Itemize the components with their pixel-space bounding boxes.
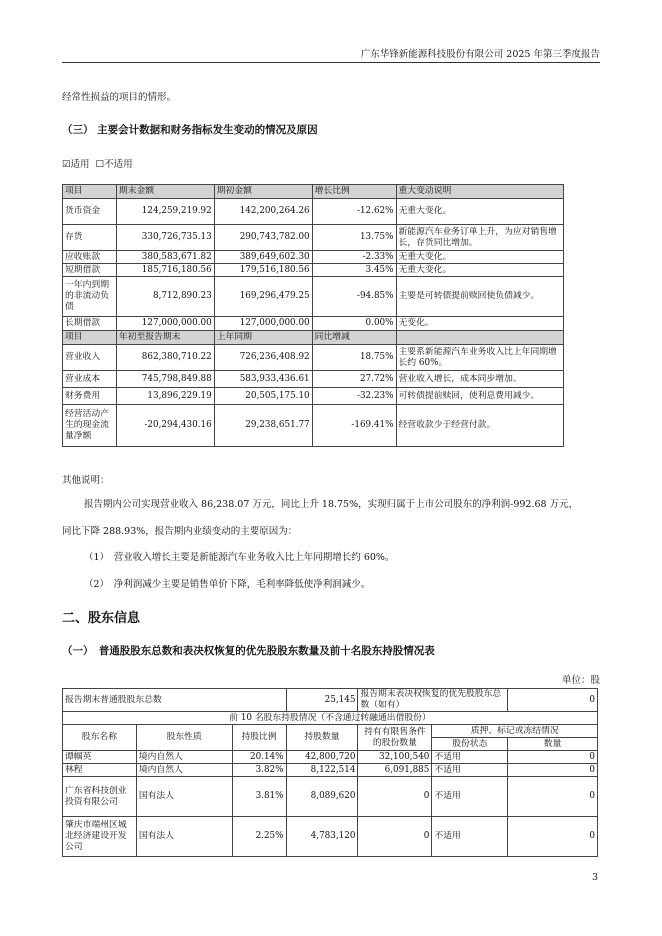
page-number: 3 [591,872,598,883]
table-subheader-row [63,331,564,345]
header-divider [62,62,600,63]
header-item: 项目 [63,185,117,199]
pref-label: 报告期末表决权恢复的优先股股东总数（如有） [358,689,508,712]
notes-item-1: （1） 营业收入增长主要是新能源汽车业务收入比上年同期增长约 60%。 [84,552,395,563]
notes-label: 其他说明： [62,475,110,486]
cell: 肇庆市端州区城北经济建设开发公司 [63,817,137,857]
cell: 主要系新能源汽车业务收入比上年同期增长约 60%。 [396,345,564,371]
cell: 无重大变化。 [396,251,564,264]
cell: 主要是可转债提前赎回使负债减少。 [396,277,564,317]
header-end: 期末金额 [116,185,214,199]
not-applicable-label: 不适用 [104,159,133,170]
not-applicable-check[interactable]: ☐ [95,159,105,170]
unit-label: 单位：股 [561,675,600,686]
financial-changes-table [62,184,564,447]
cell: 29,238,651.77 [214,405,312,447]
cell: 境内自然人 [136,764,232,777]
cell: 不适用 [432,764,508,777]
intro-line: 经常性损益的项目的情形。 [62,92,177,103]
col-ratio: 持股比例 [232,725,286,751]
cell: -32.23% [312,388,396,405]
page-header: 广东华锋新能源科技股份有限公司 2025 年第三季度报告 [360,49,600,60]
cell: 营业收入增长，成本同步增加。 [396,371,564,388]
cell: 国有法人 [136,817,232,857]
section-three-title: （三） 主要会计数据和财务指标发生变动的情况及原因 [62,124,318,136]
shareholders-table [62,688,598,857]
notes-para-line1: 报告期内公司实现营业收入 86,238.07 万元，同比上升 18.75%，实现归属于上市公司股东的净利润-992.68 万元， [84,499,579,510]
cell: 8,089,620 [286,777,358,817]
notes-para-line2: 同比下降 288.93%，报告期内业绩变动的主要原因为： [62,526,298,537]
cell: 一年内到期的非流动负债 [63,277,117,317]
cell: 存货 [63,225,117,251]
cell: 短期借款 [63,264,117,277]
subheader-item: 项目 [63,331,117,345]
applicable-check[interactable]: ☑ [62,159,71,170]
cell: 42,800,720 [286,751,358,764]
cell: -12.62% [312,199,396,225]
cell: 0 [508,751,598,764]
cell: 380,583,671.82 [116,251,214,264]
cell: 不适用 [432,777,508,817]
cell: -20,294,430.16 [116,405,214,447]
cell: 330,726,735.13 [116,225,214,251]
cell: 不适用 [432,751,508,764]
summary-value: 25,145 [286,689,358,712]
column-header-row [63,725,598,738]
cell: 境内自然人 [136,751,232,764]
subheader-yoy: 同比增减 [312,331,396,345]
table-row [63,405,564,447]
table-row [63,345,564,371]
col-status: 股份状态 [432,738,508,751]
table-row [63,251,564,264]
cell: 6,091,885 [358,764,432,777]
cell: 3.82% [232,764,286,777]
header-begin: 期初金额 [214,185,312,199]
cell: 20,505,175.10 [214,388,312,405]
cell: 无变化。 [396,317,564,331]
cell: 745,798,849.88 [116,371,214,388]
cell: 无重大变化。 [396,264,564,277]
cell: 169,296,479.25 [214,277,312,317]
table-row [63,764,598,777]
cell: 0 [358,777,432,817]
cell: 179,516,180.56 [214,264,312,277]
cell: 财务费用 [63,388,117,405]
col-pledge: 质押、标记或冻结情况 [432,725,598,738]
cell: 3.81% [232,777,286,817]
cell: 18.75% [312,345,396,371]
top10-title-row [63,712,598,725]
cell: 谭帼英 [63,751,137,764]
table-row [63,371,564,388]
cell: 127,000,000.00 [116,317,214,331]
table-row [63,225,564,251]
top10-title: 前 10 名股东持股情况（不含通过转融通出借股份） [63,712,598,725]
cell: -2.33% [312,251,396,264]
cell: 国有法人 [136,777,232,817]
cell: 经营活动产生的现金流量净额 [63,405,117,447]
cell: 862,380,710.22 [116,345,214,371]
cell: 应收账款 [63,251,117,264]
applicable-label: 适用 [70,159,90,170]
col-nature: 股东性质 [136,725,232,751]
cell: 8,712,890.23 [116,277,214,317]
pref-value: 0 [508,689,598,712]
cell: 无重大变化。 [396,199,564,225]
table-header-row [63,185,564,199]
table-row [63,277,564,317]
table-row [63,751,598,764]
table-row [63,388,564,405]
cell: 长期借款 [63,317,117,331]
subheader-ytd: 年初至报告期末 [116,331,214,345]
table-row [63,317,564,331]
cell: 不适用 [432,817,508,857]
subheader-prior: 上年同期 [214,331,312,345]
summary-label: 报告期末普通股股东总数 [63,689,287,712]
summary-row [63,689,598,712]
notes-item-2: （2） 净利润减少主要是销售单价下降，毛利率降低使净利润减少。 [84,579,371,590]
cell: 货币资金 [63,199,117,225]
cell: 124,259,219.92 [116,199,214,225]
cell: 32,100,540 [358,751,432,764]
subheader-blank [396,331,564,345]
applicable-options [62,156,133,170]
cell: 8,122,514 [286,764,358,777]
cell: 营业收入 [63,345,117,371]
header-growth: 增长比例 [312,185,396,199]
cell: 可转债提前赎回，使利息费用减少。 [396,388,564,405]
cell: 0.00% [312,317,396,331]
cell: 583,933,436.61 [214,371,312,388]
table-row [63,199,564,225]
col-restricted: 持有有限售条件的股份数量 [358,725,432,751]
col-qty: 持股数量 [286,725,358,751]
cell: 185,716,180.56 [116,264,214,277]
cell: 0 [508,817,598,857]
cell: 2.25% [232,817,286,857]
cell: 142,200,264.26 [214,199,312,225]
cell: 13.75% [312,225,396,251]
cell: 4,783,120 [286,817,358,857]
table-row [63,264,564,277]
col-name: 股东名称 [63,725,137,751]
cell: 726,236,408.92 [214,345,312,371]
cell: 0 [358,817,432,857]
cell: 广东省科技创业投资有限公司 [63,777,137,817]
table-row [63,817,598,857]
cell: 新能源汽车业务订单上升，为应对销售增长，存货同比增加。 [396,225,564,251]
header-reason: 重大变动说明 [396,185,564,199]
cell: 0 [508,777,598,817]
cell: -94.85% [312,277,396,317]
cell: 20.14% [232,751,286,764]
cell: -169.41% [312,405,396,447]
cell: 13,896,229.19 [116,388,214,405]
cell: 林程 [63,764,137,777]
cell: 127,000,000.00 [214,317,312,331]
cell: 389,649,602.30 [214,251,312,264]
cell: 27.72% [312,371,396,388]
cell: 经营收款少于经营付款。 [396,405,564,447]
table-row [63,777,598,817]
cell: 0 [508,764,598,777]
subsection-one-title: （一） 普通股股东总数和表决权恢复的优先股股东数量及前十名股东持股情况表 [62,645,435,657]
cell: 3.45% [312,264,396,277]
cell: 营业成本 [63,371,117,388]
cell: 290,743,782.00 [214,225,312,251]
section-two-title: 二、股东信息 [62,611,141,626]
col-amount: 数量 [508,738,598,751]
